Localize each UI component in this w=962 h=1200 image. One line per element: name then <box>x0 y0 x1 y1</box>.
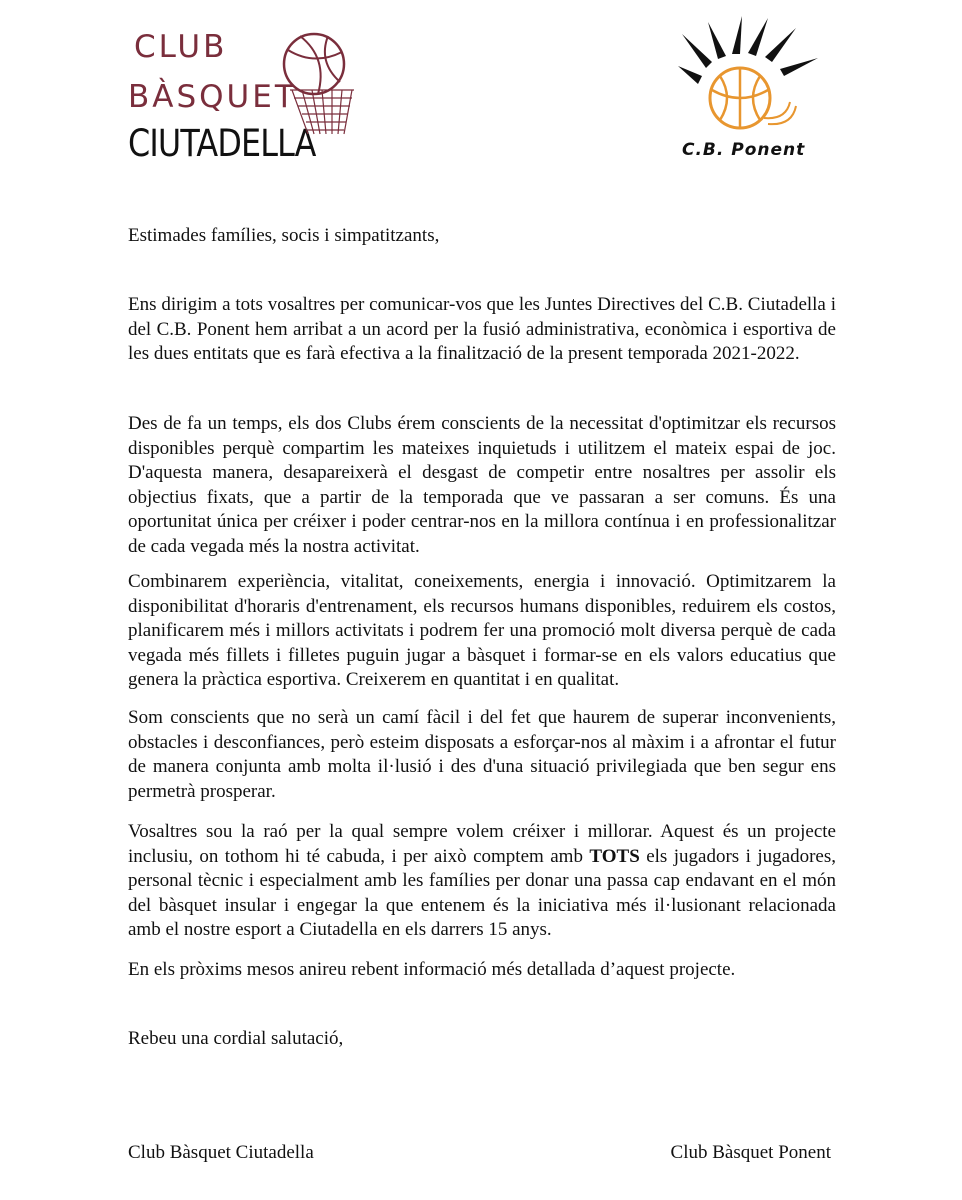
club-basquet-ciutadella-logo <box>128 22 368 165</box>
letter-paragraph-2: Des de fa un temps, els dos Clubs érem conscients de la necessitat d'optimitzar els recursos disponibles perquè compartim les mateixes inquietuds i utilitzem el mateix espai de joc. D'aquesta manera, desapareixerà el desgast de competir entre nosaltres per assolir els objectius fixats, que a partir de la temporada que ve passaran a ser comuns. És una oportunitat única per créixer i poder centrar-nos en la millora contínua i en professionalitzar de cada vegada més la nostra activitat. <box>128 413 836 557</box>
letter-paragraph-5 <box>128 820 836 943</box>
logo-cb-ponent-text: C.B. Ponent <box>682 140 806 160</box>
paragraph-5-end: els jugadors i jugadores, personal tècnic i especialment amb les famílies per donar una passa cap endavant en el món del bàsquet insular i engegar la que entenem és la iniciativa més il·lusionant relacionada amb el nostre esport a Ciutadella en els darrers 15 anys. <box>128 845 836 940</box>
logo-basquet-text: BÀSQUET <box>128 79 297 115</box>
letter-paragraph-4: Som conscients que no serà un camí fàcil i del fet que haurem de superar inconvenients, obstacles i desconfiances, però esteim disposats a esforçar-nos al màxim i a afrontar el futur de manera conjunta amb molta il·lusió i des d'una situació privilegiada que ben segur ens permetrà prosperar. <box>128 707 836 802</box>
letter-greeting: Estimades famílies, socis i simpatitzants, <box>128 225 440 246</box>
letter-closing: Rebeu una cordial salutació, <box>128 1028 344 1049</box>
signature-right: Club Bàsquet Ponent <box>670 1142 831 1163</box>
letter-paragraph-1: Ens dirigim a tots vosaltres per comunicar-vos que les Juntes Directives del C.B. Ciutadella i del C.B. Ponent hem arribat a un acord per la fusió administrativa, econòmica i esportiva de les dues entitats que es farà efectiva a la finalització de la present temporada 2021-2022. <box>128 294 836 364</box>
letter-paragraph-6: En els pròxims mesos anireu rebent informació més detallada d’aquest projecte. <box>128 959 736 980</box>
logo-ciutadella-text: CIUTADELLA <box>128 122 316 165</box>
cb-ponent-logo <box>668 14 838 162</box>
letter-paragraph-3: Combinarem experiència, vitalitat, coneixements, energia i innovació. Optimitzarem la disponibilitat d'horaris d'entrenament, els recursos humans disponibles, reduirem els costos, planificarem més i millors activitats i podrem fer una promoció molt diversa perquè de cada vegada més fillets i filletes puguin jugar a bàsquet i formar-se en els valors educatius que genera la pràctica esportiva. Creixerem en quantitat i en qualitat. <box>128 571 836 690</box>
basketball-with-rays-icon <box>668 14 838 139</box>
paragraph-5-emphasis: TOTS <box>589 845 640 867</box>
paragraph-5-start: Vosaltres sou la raó per la qual sempre volem créixer i millorar. Aquest és un projecte inclusiu, on tothom hi té cabuda, i per això comptem amb <box>128 821 836 867</box>
basketball-with-net-icon <box>278 22 368 142</box>
logo-club-text: CLUB <box>134 29 228 65</box>
signature-left: Club Bàsquet Ciutadella <box>128 1142 314 1163</box>
